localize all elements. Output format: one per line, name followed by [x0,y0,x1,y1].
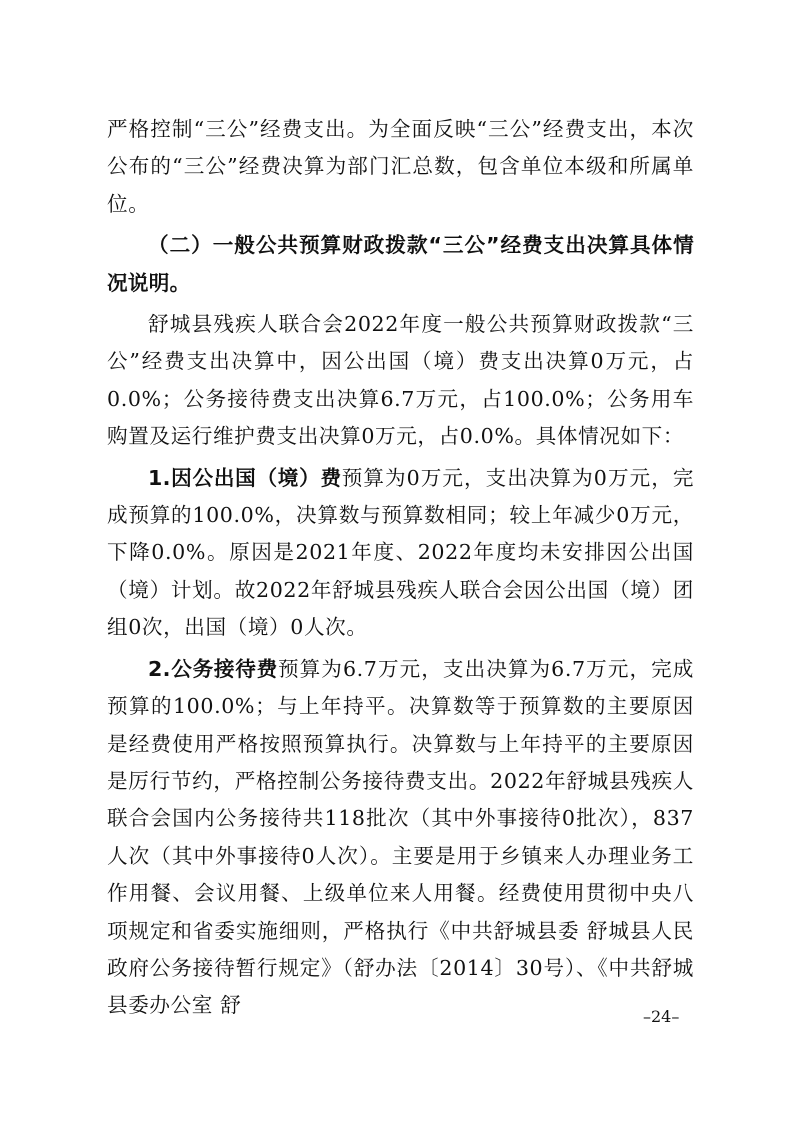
page-number: –24– [643,1007,680,1026]
item-overseas-travel-title: 1.因公出国（境）费 [148,465,342,490]
item-official-reception [107,651,694,1025]
item-overseas-travel-body: 预算为0万元，支出决算为0万元，完成预算的100.0%，决算数与预算数相同；较上年减少0万元，下降0.0%。原因是2021年度、2022年度均未安排因公出国（境）计划。故2022年舒城县残疾人联合会因公出国（境）团组0次，出国（境）0人次。 [107,465,695,640]
section-heading: （二）一般公共预算财政拨款“三公”经费支出决算具体情况说明。 [107,233,694,295]
item-overseas-travel [107,460,694,647]
paragraph-intro: 严格控制“三公”经费支出。为全面反映“三公”经费支出，本次公布的“三公”经费决算为部门汇总数，包含单位本级和所属单位。 [107,117,694,216]
paragraph-summary: 舒城县残疾人联合会2022年度一般公共预算财政拨款“三公”经费支出决算中，因公出国（境）费支出决算0万元，占0.0%；公务接待费支出决算6.7万元，占100.0%；公务用车购置及运行维护费支出决算0万元，占0.0%。具体情况如下： [107,312,694,449]
item-official-reception-title: 2.公务接待费 [148,656,278,681]
page-body [107,111,694,1025]
item-official-reception-body: 预算为6.7万元，支出决算为6.7万元，完成预算的100.0%；与上年持平。决算数等于预算数的主要原因是经费使用严格按照预算执行。决算数与上年持平的主要原因是厉行节约，严格控制公务接待费支出。2022年舒城县残疾人联合会国内公务接待共118批次（其中外事接待0批次），837人次（其中外事接待0人次）。主要是用于乡镇来人办理业务工作用餐、会议用餐、上级单位来人用餐。经费使用贯彻中央八项规定和省委实施细则，严格执行《中共舒城县委 舒城县人民政府公务接待暂行规定》（舒办法〔2014〕30号）、《中共舒城县委办公室 舒 [107,656,694,1018]
